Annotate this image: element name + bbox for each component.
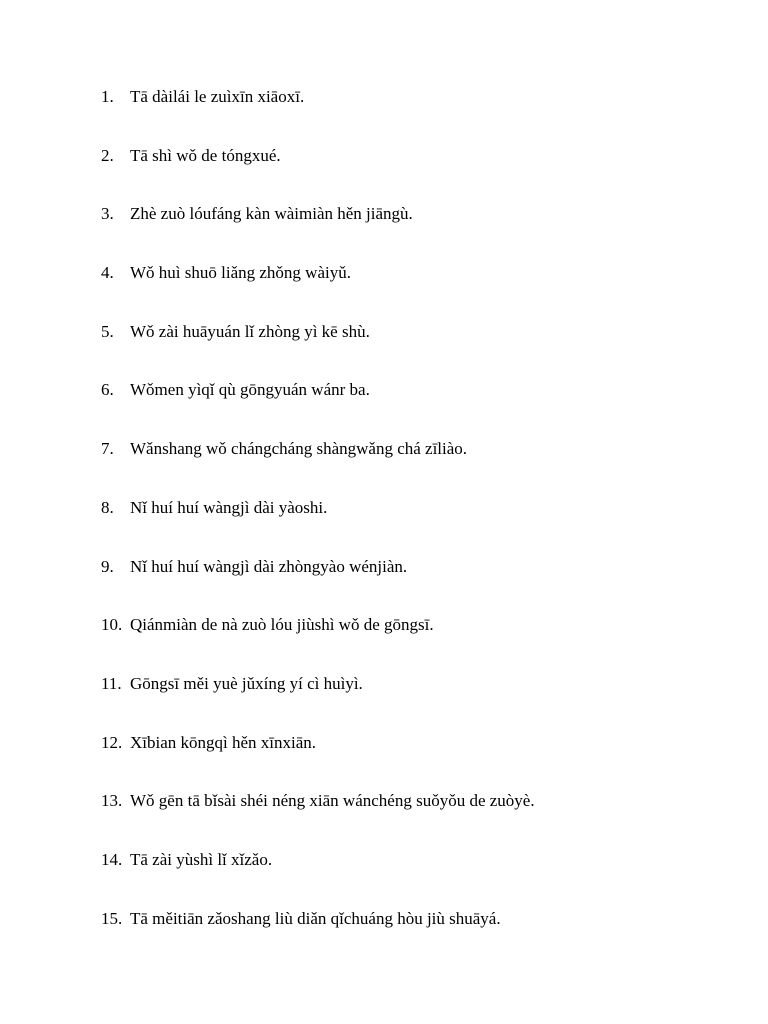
item-number: 10. [101,615,123,635]
item-text: Nǐ huí huí wàngjì dài yàoshi. [130,497,328,517]
item-text: Qiánmiàn de nà zuò lóu jiùshì wǒ de gōngsī. [130,615,434,635]
list-item [101,145,535,204]
item-text: Wǒ zài huāyuán lǐ zhòng yì kē shù. [130,321,370,341]
list-item [101,321,535,380]
item-text: Zhè zuò lóufáng kàn wàimiàn hěn jiāngù. [130,204,413,224]
item-number: 4. [101,263,114,283]
item-number: 6. [101,380,114,400]
item-text: Wǒ gēn tā bǐsài shéi néng xiān wánchéng suǒyǒu de zuòyè. [130,791,535,811]
item-number: 14. [101,849,123,869]
item-number: 11. [101,673,122,693]
list-item [101,262,535,321]
list-item [101,379,535,438]
list-item [101,556,535,615]
item-number: 3. [101,204,114,224]
item-text: Tā měitiān zǎoshang liù diǎn qǐchuáng hòu jiù shuāyá. [130,908,501,928]
item-text: Gōngsī měi yuè jǔxíng yí cì huìyì. [130,673,363,693]
item-text: Wǎnshang wǒ chángcháng shàngwǎng chá zīliào. [130,439,468,459]
item-number: 7. [101,439,114,459]
list-item [101,673,535,732]
list-item [101,86,535,145]
item-text: Nǐ huí huí wàngjì dài zhòngyào wénjiàn. [130,556,408,576]
item-number: 9. [101,556,114,576]
sentence-list [101,86,535,966]
item-number: 1. [101,87,114,106]
list-item [101,497,535,556]
item-text: Tā zài yùshì lǐ xǐzǎo. [130,849,273,869]
item-number: 12. [101,732,123,752]
list-item [101,790,535,849]
item-text: Tā shì wǒ de tóngxué. [130,145,281,165]
list-item [101,438,535,497]
item-number: 2. [101,145,114,165]
list-item [101,614,535,673]
list-item [101,908,535,967]
item-text: Wǒmen yìqǐ qù gōngyuán wánr ba. [130,380,370,400]
list-item [101,849,535,908]
item-number: 13. [101,791,123,811]
item-text: Wǒ huì shuō liǎng zhǒng wàiyǔ. [130,263,351,283]
item-number: 15. [101,908,123,928]
item-number: 5. [101,321,114,341]
item-text: Tā dàilái le zuìxīn xiāoxī. [130,87,305,106]
item-number: 8. [101,497,114,517]
list-item [101,732,535,791]
list-item [101,203,535,262]
item-text: Xībian kōngqì hěn xīnxiān. [130,732,317,752]
